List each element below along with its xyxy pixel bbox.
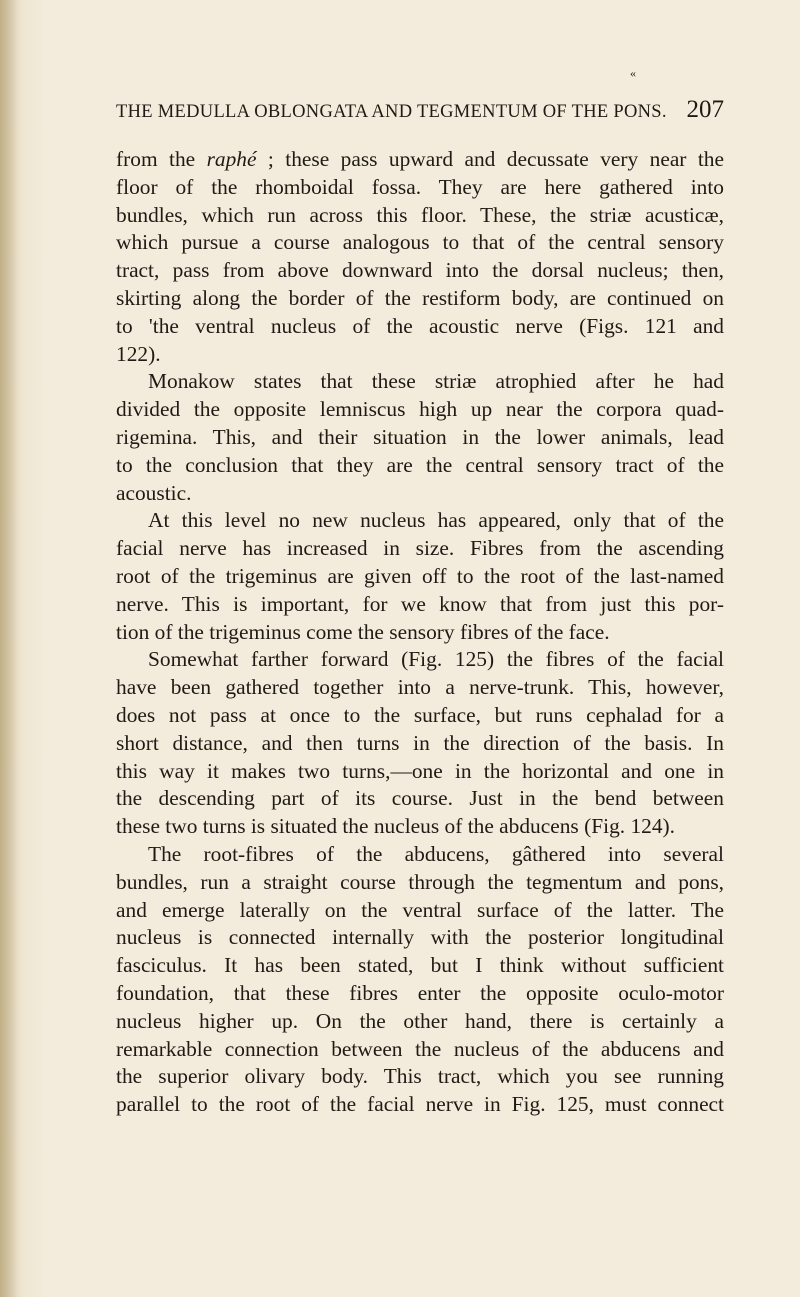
paragraph-start: At this level no new nucleus has appeared, only that of the [148,508,724,533]
text-line: 122). [116,341,161,366]
printer-mark: « [630,66,636,80]
text-line: foundation, that these fibres enter the opposite oculo-motor [116,980,724,1005]
text-line: remarkable connection between the nucleus of the abducens and [116,1036,724,1061]
text-line: to the conclusion that they are the central sensory tract of the [116,452,724,477]
text-line: parallel to the root of the facial nerve in Fig. 125, must connect [116,1092,724,1117]
italic-term: raphé [206,147,257,171]
text-line: rigemina. This, and their situation in the lower animals, lead [116,424,724,449]
running-head [116,96,724,126]
paragraph-start: Monakow states that these striæ atrophied after he had [148,369,724,394]
text-line: have been gathered together into a nerve-trunk. This, however, [116,675,724,700]
text-line: the descending part of its course. Just in the bend between [116,786,724,811]
text-line: nucleus higher up. On the other hand, there is certainly a [116,1008,724,1033]
text-line: from the raphé ; these pass upward and decussate very near the [116,147,724,171]
text-line: these two turns is situated the nucleus of the abducens (Fig. 124). [116,814,676,839]
text-line: divided the opposite lemniscus high up near the corpora quad- [116,397,724,422]
text-line: this way it makes two turns,—one in the horizontal and one in [116,758,724,783]
text-line: root of the trigeminus are given off to the root of the last-named [116,563,724,588]
page-number: 207 [686,96,724,123]
text-line: nerve. This is important, for we know that from just this por- [116,591,724,616]
text-line: acoustic. [116,480,192,505]
text-line: nucleus is connected internally with the posterior longitudinal [116,925,724,950]
paragraph-start: Somewhat farther forward (Fig. 125) the fibres of the facial [148,647,724,672]
text-line: which pursue a course analogous to that of the central sensory [116,230,724,255]
text-line: short distance, and then turns in the direction of the basis. In [116,730,724,755]
text-line: to 'the ventral nucleus of the acoustic nerve (Figs. 121 and [116,313,724,338]
text-line: fasciculus. It has been stated, but I think without sufficient [116,953,724,978]
text-line: the superior olivary body. This tract, which you see running [116,1064,724,1089]
text-line: bundles, run a straight course through the tegmentum and pons, [116,869,724,894]
text-line: floor of the rhomboidal fossa. They are here gathered into [116,174,724,199]
paragraph-start: The root-fibres of the abducens, gâthered into several [148,841,724,866]
body-text [116,146,724,1119]
text-line: facial nerve has increased in size. Fibres from the ascending [116,536,724,561]
text-line: tract, pass from above downward into the dorsal nucleus; then, [116,258,724,283]
running-head-title: THE MEDULLA OBLONGATA AND TEGMENTUM OF THE PONS. [116,102,667,122]
text-line: and emerge laterally on the ventral surface of the latter. The [116,897,724,922]
text-line: skirting along the border of the restiform body, are continued on [116,285,724,310]
text-line: bundles, which run across this floor. These, the striæ acusticæ, [116,202,724,227]
text-line: tion of the trigeminus come the sensory fibres of the face. [116,619,610,644]
text-line: does not pass at once to the surface, but runs cephalad for a [116,702,724,727]
